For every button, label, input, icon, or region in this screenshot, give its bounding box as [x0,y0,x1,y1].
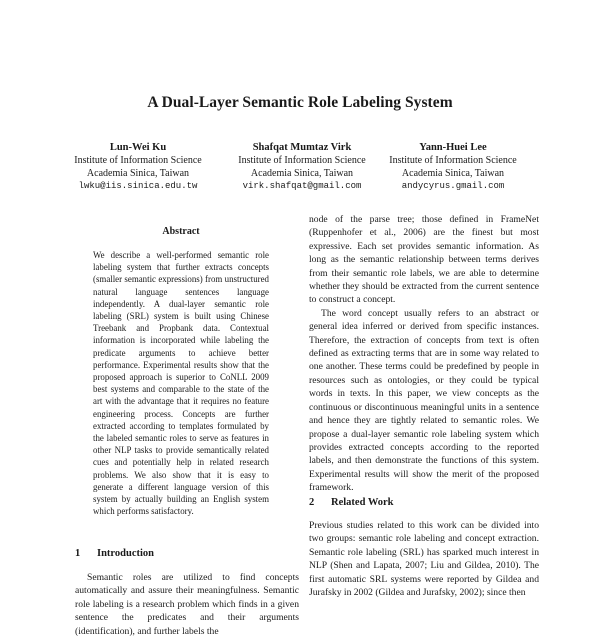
section-title: Introduction [97,548,154,559]
section-heading-related-work [309,497,394,508]
author-block [58,141,218,193]
section-title: Related Work [331,497,394,508]
author-location: Academia Sinica, Taiwan [250,168,354,179]
author-name: Lun-Wei Ku [109,142,167,153]
author-block [212,141,392,193]
right-column-text [309,213,539,495]
author-name: Shafqat Mumtaz Virk [252,142,352,153]
author-email: andycyrus.gmail.com [401,181,505,191]
author-name: Yann-Huei Lee [419,142,487,153]
body-paragraph: node of the parse tree; those defined in FrameNet (Ruppenhofer et al., 2006) are the finest but most expressive. Each set provides semantic information. As long as the semantic relationship between terms derives from their semantic role labels, we are able to determine whether they should be extracted from the current sentence to construct a concept. [309,214,539,306]
author-block [373,141,533,193]
abstract-paragraph: We describe a well-performed semantic role labeling system that further extracts concepts (smaller semantic expressions) from unstructured natural language sentences language independently. A dual-layer semantic role labeling (SRL) system is built using Chinese Treebank and Propbank data. Contextual information is incorporated while labeling the predicate arguments to achieve better performance. Experimental results show that the proposed approach is superior to CoNLL 2009 best systems and comparable to the state of the art with the advantage that it requires no feature engineering process. Concepts are further extracted according to templates formulated by the labeled semantic roles to serve as features in other NLP tasks to provide semantically related cues and potentially help in related research problems. We also show that it is easy to generate a different language version of this system by actually building an English system which performs satisfactory. [93,250,269,517]
author-email: virk.shafqat@gmail.com [242,181,362,191]
author-location: Academia Sinica, Taiwan [86,168,190,179]
paper-title: A Dual-Layer Semantic Role Labeling System [147,94,453,111]
author-location: Academia Sinica, Taiwan [401,168,505,179]
abstract-text [93,249,269,517]
author-affiliation: Institute of Information Science [238,155,366,166]
author-affiliation: Institute of Information Science [389,155,517,166]
body-paragraph: Semantic roles are utilized to find concepts automatically and assure their meaningfulness. Semantic role labeling is a research problem which finds in a given sentence the predicates and their arguments (identification), and further labels the [75,572,299,637]
section-number: 1 [75,548,81,559]
abstract-heading: Abstract [162,226,200,237]
body-paragraph: Previous studies related to this work can be divided into two groups: semantic role labeling and concept extraction. Semantic role labeling (SRL) has sparked much interest in NLP (Shen and Lapata, 2007; Liu and Gildea, 2010). The first automatic SRL systems were reported by Gildea and Jurafsky in 2002 (Gildea and Jurafsky, 2002); since then [309,520,539,599]
body-paragraph: The word concept usually refers to an abstract or general idea inferred or derived from specific instances. Therefore, the extraction of concepts from text is often defined as extracting terms that are in some way related to one another. These terms could be predefined by people in resources such as ontologies, or they could be typical words in texts. In this paper, we view concepts as the continuous or discontinuous meaningful units in a sentence and hence they are tightly related to semantic roles. We propose a dual-layer semantic role labeling system which provides extracted concepts according to the reported labels, and then demonstrate the functions of this system. Experimental results will show the merit of the proposed framework. [309,307,539,494]
author-affiliation: Institute of Information Science [74,155,202,166]
section-number: 2 [309,497,315,508]
introduction-text [75,571,299,638]
related-work-text [309,519,539,599]
section-heading-introduction [75,548,154,559]
author-email: lwku@iis.sinica.edu.tw [78,181,198,191]
